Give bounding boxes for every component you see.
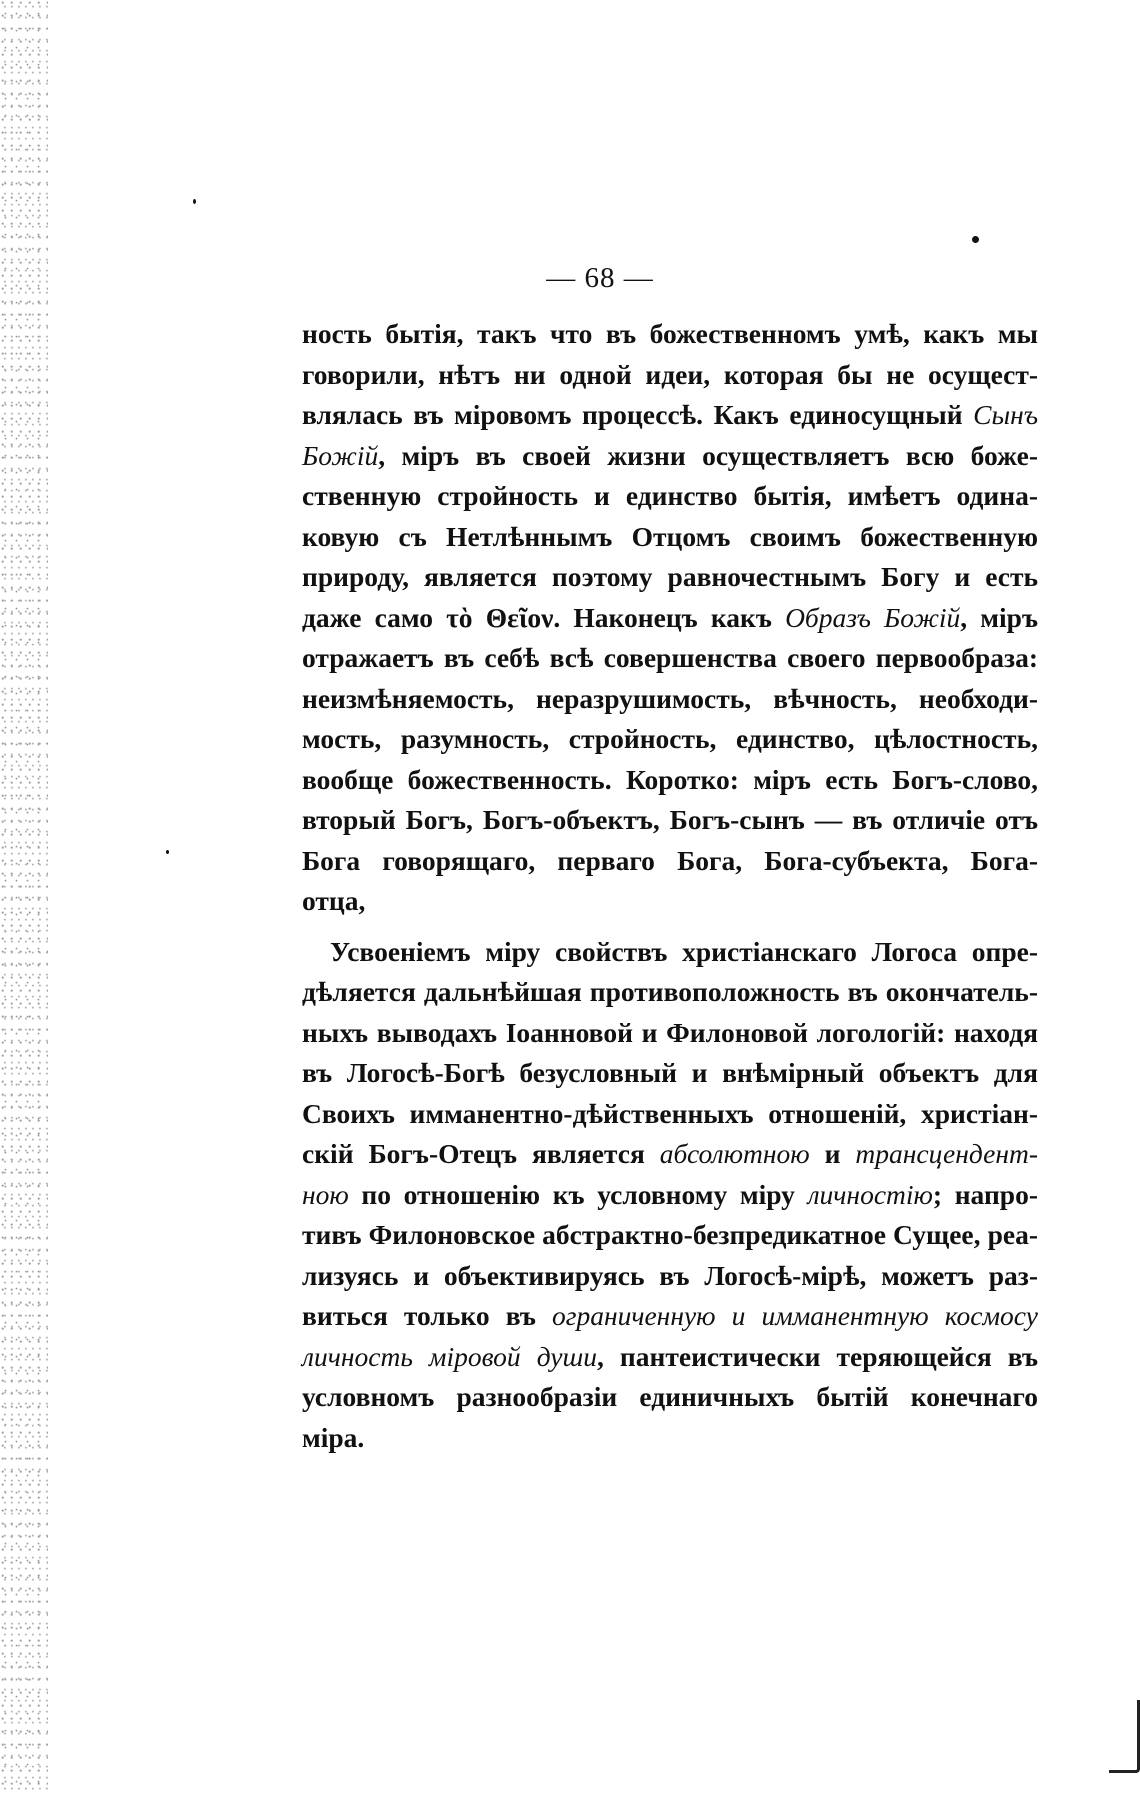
ink-speck bbox=[166, 850, 169, 854]
text-line: мость, разумность, стройность, единство, цѣлостность, bbox=[302, 723, 1038, 754]
italic-term: абсолютною bbox=[659, 1138, 810, 1169]
text-line: отражаетъ въ себѣ всѣ совершенства своего первообраза: bbox=[302, 642, 1038, 673]
text-line: вообще божественность. Коротко: міръ есть Богъ-слово, bbox=[302, 763, 1038, 795]
text-line: ственную стройность и единство бытія, имѣетъ одина- bbox=[302, 480, 1038, 511]
text-line: природу, является поэтому равночестнымъ Богу и есть bbox=[302, 561, 1038, 592]
italic-term: Сынъ bbox=[973, 399, 1038, 430]
text-line: ность бытія, такъ что въ божественномъ умѣ, какъ мы bbox=[302, 318, 1038, 349]
text-line: міра. bbox=[302, 1421, 365, 1453]
text-line: ковую съ Нетлѣннымъ Отцомъ своимъ божественную bbox=[302, 520, 1038, 552]
text-line: Усвоеніемъ міру свойствъ христіанскаго Логоса опре- bbox=[330, 935, 1038, 967]
text-line: даже само τὸ Θεῖον. Наконецъ какъ Образъ Божій, міръ bbox=[302, 601, 1039, 633]
text-line: дѣляется дальнѣйшая противоположность въ окончатель- bbox=[302, 976, 1038, 1007]
text-line: неизмѣняемость, неразрушимость, вѣчность, необходи- bbox=[302, 682, 1038, 714]
text-line: говорили, нѣтъ ни одной идеи, которая бы не осущест- bbox=[302, 358, 1038, 390]
italic-term: ною bbox=[302, 1178, 349, 1210]
text-line: влялась въ міровомъ процессѣ. Какъ единосущный Сынъ bbox=[302, 399, 1038, 430]
ink-speck bbox=[193, 199, 196, 204]
body-text bbox=[302, 314, 1038, 1458]
text-line: вторый Богъ, Богъ-объектъ, Богъ-сынъ — въ отличіе отъ bbox=[302, 804, 1038, 835]
text-line: скій Богъ-Отецъ является абсолютною и трансцендент- bbox=[302, 1138, 1038, 1169]
text-line: отца, bbox=[302, 885, 366, 916]
italic-term: личность міровой души bbox=[302, 1340, 597, 1372]
text-line: Бога говорящаго, перваго Бога, Бога-субъекта, Бога- bbox=[302, 844, 1038, 876]
italic-term: трансцендент- bbox=[855, 1138, 1038, 1169]
text-line: ныхъ выводахъ Іоанновой и Филоновой логологій: находя bbox=[302, 1016, 1038, 1048]
ink-speck bbox=[972, 236, 979, 243]
text-line: въ Логосѣ-Богѣ безусловный и внѣмірный объектъ для bbox=[302, 1057, 1038, 1088]
text-line: лизуясь и объективируясь въ Логосѣ-мірѣ, можетъ раз- bbox=[302, 1259, 1038, 1291]
text-line: Своихъ имманентно-дѣйственныхъ отношеній, христіан- bbox=[302, 1097, 1038, 1129]
text-line: Божій, міръ въ своей жизни осуществляетъ всю боже- bbox=[302, 439, 1038, 471]
text-line: личность міровой души, пантеистически теряющейся въ bbox=[302, 1340, 1038, 1372]
italic-term: ограниченную и имманентную космосу bbox=[551, 1300, 1039, 1331]
text-line: виться только въ ограниченную и имманентную космосу bbox=[302, 1300, 1039, 1331]
italic-term: Образъ Божій bbox=[785, 601, 961, 633]
page-number: — 68 — bbox=[546, 262, 654, 294]
italic-term: личностію bbox=[807, 1178, 933, 1210]
text-line: тивъ Филоновское абстрактно-безпредикатное Сущее, реа- bbox=[302, 1219, 1038, 1250]
scan-corner-mark bbox=[1109, 1700, 1140, 1773]
text-line: условномъ разнообразіи единичныхъ бытій конечнаго bbox=[302, 1381, 1038, 1412]
text-line: ною по отношенію къ условному міру личностію; напро- bbox=[302, 1178, 1038, 1210]
italic-term: Божій bbox=[302, 439, 379, 471]
